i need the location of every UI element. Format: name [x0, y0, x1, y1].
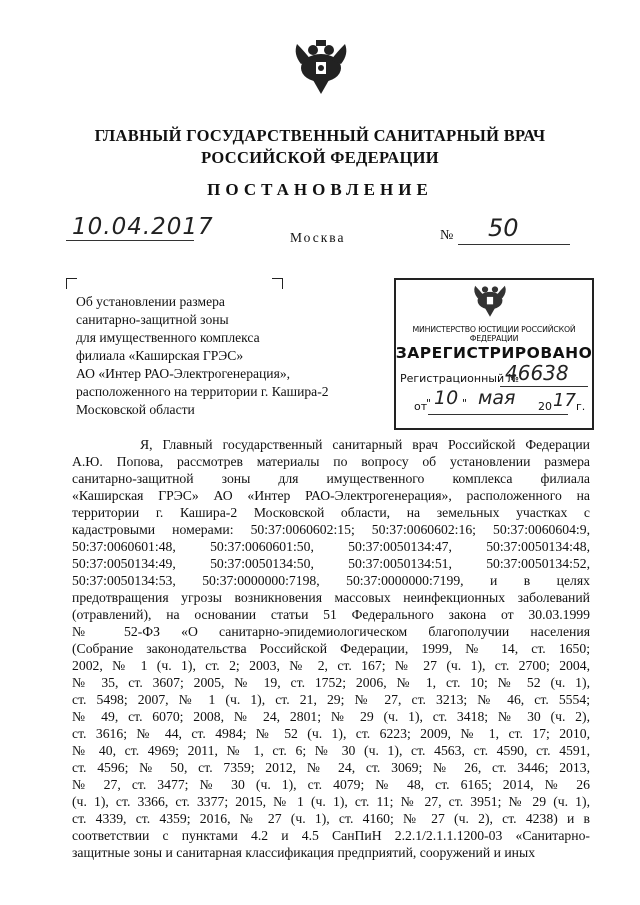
subject-corner-left	[66, 278, 77, 289]
stamp-quote-close: "	[462, 397, 468, 410]
stamp-reg-number-value: 46638	[505, 361, 569, 385]
stamp-ministry-text: МИНИСТЕРСТВО ЮСТИЦИИ РОССИЙСКОЙ ФЕДЕРАЦИИ	[412, 325, 576, 343]
body-line: Я, Главный государственный санитарный врач Российской Федерации	[140, 437, 590, 452]
stamp-reg-number-label: Регистрационный №	[400, 372, 520, 385]
issuer-title-line2: РОССИЙСКОЙ ФЕДЕРАЦИИ	[201, 148, 439, 167]
stamp-registered-text: ЗАРЕГИСТРИРОВАНО	[395, 344, 593, 362]
number-label: №	[440, 228, 454, 243]
stamp-year-g: г.	[576, 400, 586, 413]
stamp-emblem-icon	[471, 282, 509, 318]
body-line: ст. 5498; 2007, № 1 (ч. 1), ст. 21, 29; № 27, ст. 3213; № 46, ст. 5554;	[72, 692, 590, 707]
body-line: соответствии с пунктами 4.2 и 4.5 СанПиН 2.2.1/2.1.1.1200-03 «Санитарно-	[72, 828, 590, 843]
date-underline	[66, 240, 194, 241]
body-line: А.Ю. Попова, рассмотрев материалы по вопросу об установлении размера	[72, 454, 590, 469]
body-line: ст. 3616; № 44, ст. 4984; № 52 (ч. 1), ст. 6223; 2009, № 1, ст. 17; 2010,	[72, 726, 590, 741]
body-line: 50:37:0050134:49, 50:37:0050134:50, 50:37:0050134:51, 50:37:0050134:52,	[72, 556, 590, 571]
body-line: территории г. Кашира-2 Московской области, на земельных участках с	[72, 505, 590, 520]
body-line: № 49, ст. 6070; 2008, № 24, 2801; № 29 (ч. 1), ст. 3418; № 30 (ч. 2),	[72, 709, 590, 724]
subject-line: санитарно-защитной зоны	[76, 312, 229, 327]
city-label: Москва	[290, 230, 346, 245]
handwritten-date: 10.04.2017	[72, 214, 214, 240]
subject-line: филиала «Каширская ГРЭС»	[76, 348, 244, 363]
stamp-day-value: 10	[434, 387, 459, 409]
body-line: защитные зоны и санитарная классификация предприятий, сооружений и иных	[72, 845, 536, 860]
body-line: (отравлений), на основании статьи 51 Федерального закона от 30.03.1999	[72, 607, 590, 622]
issuer-title-line1: ГЛАВНЫЙ ГОСУДАРСТВЕННЫЙ САНИТАРНЫЙ ВРАЧ	[94, 126, 546, 145]
stamp-month-value: мая	[478, 387, 516, 409]
stamp-year-suffix: 17	[553, 390, 576, 411]
document-type-title: ПОСТАНОВЛЕНИЕ	[207, 180, 433, 199]
body-line: 2002, № 1 (ч. 1), ст. 2; 2003, № 2, ст. 167; № 27 (ч. 1), ст. 2700; 2004,	[72, 658, 590, 673]
handwritten-number: 50	[488, 214, 519, 242]
body-line: № 27, ст. 3477; № 30 (ч. 1), ст. 4079; № 48, ст. 6165; 2014, № 26	[72, 777, 590, 792]
body-line: «Каширская ГРЭС» АО «Интер РАО-Электрогенерация», расположенного на	[72, 488, 590, 503]
body-line: санитарно-защитной зоны для имущественного комплекса филиала	[72, 471, 590, 486]
body-line: (ч. 1), ст. 3366, ст. 3377; 2015, № 1 (ч. 1), ст. 11; № 27, ст. 3951; № 29 (ч. 1),	[72, 794, 590, 809]
number-underline	[458, 244, 570, 245]
body-line: ст. 4339, ст. 4359; 2016, № 27 (ч. 1), ст. 4160; № 27 (ч. 2), ст. 4238) и в	[72, 811, 590, 826]
subject-line: АО «Интер РАО-Электрогенерация»,	[76, 366, 291, 381]
body-line: № 35, ст. 3607; 2005, № 19, ст. 1752; 2006, № 1, ст. 10; № 52 (ч. 1),	[72, 675, 590, 690]
body-line: 50:37:0060601:48, 50:37:0060601:50, 50:37:0050134:47, 50:37:0050134:48,	[72, 539, 590, 554]
subject-line: расположенного на территории г. Кашира-2	[76, 384, 329, 399]
coat-of-arms-emblem	[291, 38, 351, 96]
body-line: № 52-ФЗ «О санитарно-эпидемиологическом благополучии населения	[72, 624, 590, 639]
body-line: № 40, ст. 4969; 2011, № 1, ст. 6; № 30 (ч. 1), ст. 4563, ст. 4590, ст. 4591,	[72, 743, 590, 758]
body-line: 50:37:0050134:53, 50:37:0000000:7198, 50:37:0000000:7199, и в целях	[72, 573, 590, 588]
stamp-quote-open: "	[426, 397, 432, 410]
subject-line: Об установлении размера	[76, 294, 225, 309]
stamp-from-label: от	[414, 400, 428, 413]
stamp-year-prefix: 20	[538, 400, 552, 413]
body-line: ст. 4596; № 50, ст. 7359; 2012, № 24, ст. 3069; № 26, ст. 3446; 2013,	[72, 760, 590, 775]
stamp-date-underline	[428, 414, 568, 415]
body-line: предотвращения угрозы возникновения массовых неинфекционных заболеваний	[72, 590, 590, 605]
subject-line: Московской области	[76, 402, 195, 417]
body-line: кадастровыми номерами: 50:37:0060602:15; 50:37:0060602:16; 50:37:0060604:9,	[72, 522, 590, 537]
subject-corner-right	[272, 278, 283, 289]
subject-line: для имущественного комплекса	[76, 330, 260, 345]
body-line: (Собрание законодательства Российской Федерации, 1999, № 14, ст. 1650;	[72, 641, 590, 656]
